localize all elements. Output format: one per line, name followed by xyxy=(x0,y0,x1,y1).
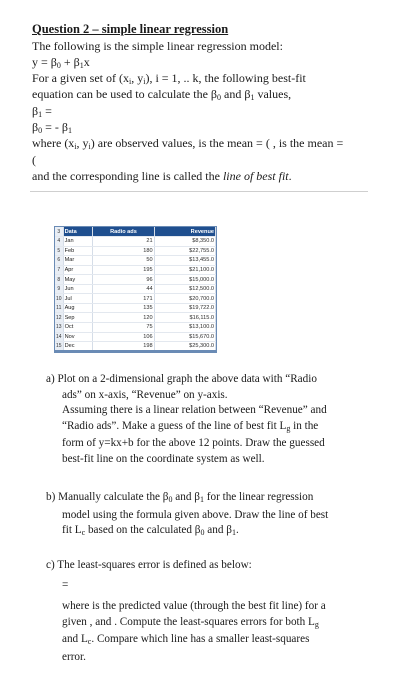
table-row xyxy=(55,332,216,342)
intro-line: equation can be used to calculate the $\beta_0$ and $\beta_1$ values, xyxy=(32,87,292,102)
cell-month: Oct xyxy=(63,322,93,332)
cell-revenue: $19,722.0 xyxy=(154,303,215,313)
question-title: Question 2 – simple linear regression xyxy=(32,22,229,36)
table-row xyxy=(55,322,216,332)
cell-month: Dec xyxy=(63,342,93,352)
data-table xyxy=(55,227,216,352)
row-number: 7 xyxy=(55,265,63,275)
row-number: 15 xyxy=(55,342,63,352)
cell-month: Feb xyxy=(63,246,93,256)
row-number: 14 xyxy=(56,333,62,340)
part-b-line: fit $L_c$ based on the calculated $\beta_0$ and $\beta_1$. xyxy=(62,524,239,538)
cell-month: May xyxy=(63,275,93,285)
cell-radio-ads: 135 xyxy=(93,303,154,313)
cell-month: Sep xyxy=(63,313,93,323)
part-b-line: b) Manually calculate the $\beta_0$ and $\beta_1$ for the linear regression xyxy=(46,491,314,504)
cell-radio-ads: 75 xyxy=(93,322,154,332)
cell-revenue: $13,100.0 xyxy=(154,322,215,332)
part-b-line: model using the formula given above. Draw the line of best xyxy=(62,508,329,521)
data-spreadsheet xyxy=(54,226,217,353)
intro-line: The following is the simple linear regression model: xyxy=(32,39,283,53)
cell-revenue: $8,350.0 xyxy=(154,237,215,247)
part-c-line: error. xyxy=(62,650,86,663)
intro-line: and the corresponding line is called the line of best fit. xyxy=(32,169,292,183)
part-a-line: “Radio ads”. Make a guess of the line of best fit $L_g$ in the xyxy=(62,419,319,433)
cell-revenue: $13,455.0 xyxy=(154,256,215,266)
cell-radio-ads: 44 xyxy=(93,284,154,294)
cell-month: Nov xyxy=(63,332,93,342)
table-row xyxy=(55,313,216,323)
cell-revenue: $22,755.0 xyxy=(154,246,215,256)
column-header-revenue: Revenue xyxy=(154,227,215,237)
cell-month: Mar xyxy=(63,256,93,266)
part-c-equation: = xyxy=(62,578,69,591)
beta0-formula: $\beta_0$ = - $\beta_1$ xyxy=(32,120,72,135)
part-c-line: and $L_c$. Compare which line has a smaller least-squares xyxy=(62,633,310,647)
cell-month: Jun xyxy=(63,284,93,294)
part-c-line: where is the predicted value (through the best fit line) for a xyxy=(62,600,326,613)
cell-radio-ads: 21 xyxy=(93,237,154,247)
cell-month: Aug xyxy=(63,303,93,313)
table-row xyxy=(55,275,216,285)
cell-month: Jan xyxy=(63,237,93,247)
cell-revenue: $12,500.0 xyxy=(154,284,215,294)
cell-month: Jul xyxy=(63,294,93,304)
intro-line: where ($x_i$, $y_i$) are observed values, is the mean = ( , is the mean = xyxy=(32,136,344,151)
column-header-radio-ads: Radio ads xyxy=(93,227,154,237)
table-header-row xyxy=(55,227,216,237)
row-number: 11 xyxy=(56,305,62,312)
row-number: 12 xyxy=(56,314,62,321)
cell-radio-ads: 195 xyxy=(93,265,154,275)
table-row xyxy=(55,246,216,256)
cell-revenue: $15,000.0 xyxy=(154,275,215,285)
cell-radio-ads: 171 xyxy=(93,294,154,304)
table-row xyxy=(55,237,216,247)
table-row xyxy=(55,284,216,294)
row-number: 6 xyxy=(55,256,63,266)
table-row xyxy=(55,342,216,352)
row-number: 9 xyxy=(55,284,63,294)
part-a-line: Assuming there is a linear relation between “Revenue” and xyxy=(62,404,327,417)
cell-radio-ads: 198 xyxy=(93,342,154,352)
part-c-line: given , and . Compute the least-squares errors for both $L_g$ xyxy=(62,615,319,629)
table-row xyxy=(55,256,216,266)
cell-revenue: $20,700.0 xyxy=(154,294,215,304)
cell-revenue: $16,115.0 xyxy=(154,313,215,323)
cell-radio-ads: 120 xyxy=(93,313,154,323)
cell-radio-ads: 50 xyxy=(93,256,154,266)
cell-revenue: $25,300.0 xyxy=(154,342,215,352)
part-a-line: best-fit line on the coordinate system as well. xyxy=(62,452,265,465)
column-header-month: Data xyxy=(63,227,93,237)
table-row xyxy=(55,294,216,304)
table-body xyxy=(55,237,216,352)
part-a xyxy=(46,372,366,468)
table-row xyxy=(55,303,216,313)
part-a-line: form of y=kx+b for the above 12 points. Draw the guessed xyxy=(62,437,325,450)
model-equation: $y = \beta_0 + \beta_1x$ xyxy=(32,55,90,70)
beta1-formula: $\beta_1$ = xyxy=(32,104,52,119)
row-number: 3 xyxy=(55,227,63,237)
row-number: 4 xyxy=(55,237,63,247)
cell-revenue: $15,670.0 xyxy=(154,332,215,342)
cell-radio-ads: 180 xyxy=(93,246,154,256)
cell-revenue: $21,100.0 xyxy=(154,265,215,275)
row-number: 8 xyxy=(55,275,63,285)
part-a-line: ads” on x-axis, “Revenue” on y-axis. xyxy=(62,388,228,401)
row-number: 5 xyxy=(55,246,63,256)
divider xyxy=(30,191,368,192)
cell-radio-ads: 106 xyxy=(93,332,154,342)
part-a-line: a) Plot on a 2-dimensional graph the above data with “Radio xyxy=(46,373,317,385)
row-number: 10 xyxy=(56,295,62,302)
part-c xyxy=(46,558,366,666)
row-number: 13 xyxy=(56,324,62,331)
cell-month: Apr xyxy=(63,265,93,275)
intro-line: For a given set of ($x_i$, $y_i$), i = 1, .. k, the following best-fit xyxy=(32,71,306,86)
intro-line: ( xyxy=(32,153,36,167)
table-row xyxy=(55,265,216,275)
part-b xyxy=(46,490,366,541)
cell-radio-ads: 96 xyxy=(93,275,154,285)
part-c-line: c) The least-squares error is defined as below: xyxy=(46,559,252,571)
